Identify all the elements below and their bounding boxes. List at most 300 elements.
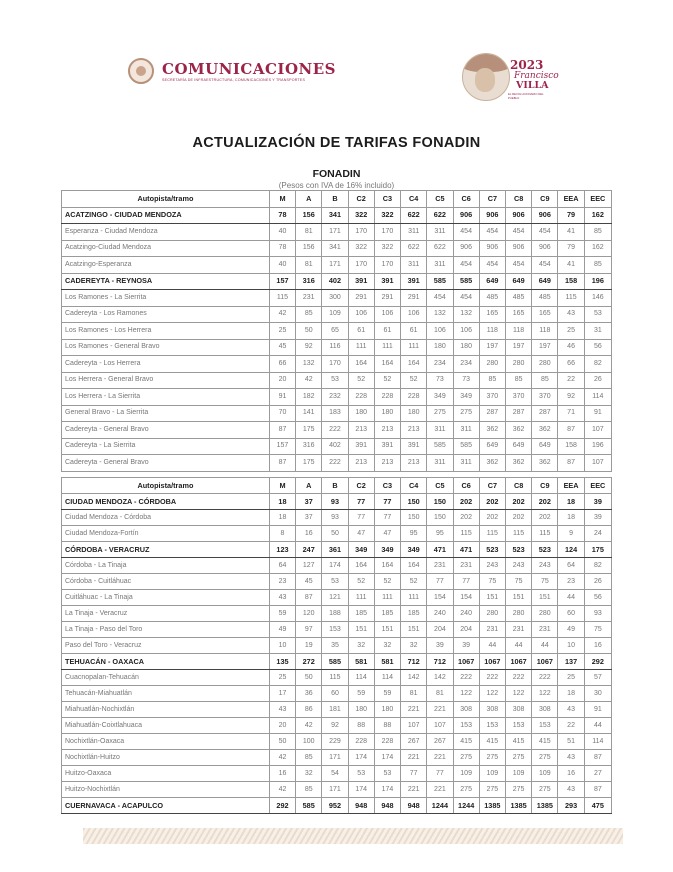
tariff-cell: 106 — [401, 306, 427, 323]
tariff-cell: 42 — [269, 782, 295, 798]
tariff-cell: 287 — [479, 405, 505, 422]
tariff-cell: 26 — [584, 574, 611, 590]
tariff-cell: 45 — [296, 574, 322, 590]
national-seal-icon — [128, 58, 154, 84]
tariff-cell: 111 — [348, 339, 374, 356]
tariff-cell: 85 — [296, 782, 322, 798]
tariff-cell: 78 — [269, 240, 295, 257]
tariff-cell: 185 — [401, 606, 427, 622]
tariff-cell: 906 — [453, 207, 479, 224]
tariff-cell: 164 — [401, 356, 427, 373]
tariff-cell: 91 — [269, 389, 295, 406]
tariff-cell: 221 — [427, 782, 453, 798]
tariff-cell: 171 — [322, 782, 348, 798]
tariff-cell: 87 — [584, 782, 611, 798]
tariff-cell: 221 — [401, 702, 427, 718]
tariff-cell: 85 — [532, 372, 558, 389]
tariff-cell: 106 — [453, 323, 479, 340]
tariff-cell: 56 — [584, 590, 611, 606]
table-header-row — [62, 191, 612, 208]
tariff-cell: 153 — [505, 718, 531, 734]
tariff-cell: 649 — [479, 438, 505, 455]
tariff-cell: 52 — [348, 574, 374, 590]
tariff-cell: 322 — [348, 240, 374, 257]
tariff-cell: 585 — [322, 654, 348, 670]
tariff-cell: 180 — [453, 339, 479, 356]
tariff-cell: 316 — [296, 273, 322, 290]
tariff-cell: 25 — [558, 670, 584, 686]
route-name-cell: Huitzo-Oaxaca — [62, 766, 270, 782]
tariff-cell: 40 — [269, 257, 295, 274]
route-name-cell: General Bravo - La Sierrita — [62, 405, 270, 422]
route-name-cell: Los Herrera - La Sierrita — [62, 389, 270, 406]
tariff-cell: 231 — [479, 622, 505, 638]
tariff-cell: 118 — [532, 323, 558, 340]
tariff-cell: 906 — [479, 240, 505, 257]
tariff-cell: 115 — [505, 526, 531, 542]
tariff-cell: 124 — [558, 542, 584, 558]
tariff-cell: 454 — [427, 290, 453, 307]
tariff-cell: 85 — [296, 750, 322, 766]
tariff-cell: 109 — [505, 766, 531, 782]
tariff-cell: 91 — [584, 702, 611, 718]
tariff-cell: 92 — [322, 718, 348, 734]
tariff-cell: 47 — [348, 526, 374, 542]
tariff-cell: 10 — [558, 638, 584, 654]
tariff-cell: 287 — [505, 405, 531, 422]
tariff-cell: 77 — [374, 510, 400, 526]
tariff-cell: 46 — [558, 339, 584, 356]
column-header: C6 — [453, 191, 479, 208]
tariff-cell: 107 — [584, 422, 611, 439]
tariff-cell: 349 — [427, 389, 453, 406]
tariff-cell: 165 — [532, 306, 558, 323]
tariff-cell: 23 — [558, 574, 584, 590]
tariff-cell: 10 — [269, 638, 295, 654]
tariff-cell: 454 — [532, 257, 558, 274]
column-header: M — [269, 191, 295, 208]
tariff-cell: 70 — [269, 405, 295, 422]
tariff-cell: 952 — [322, 798, 348, 814]
tariff-cell: 85 — [296, 306, 322, 323]
table-row — [62, 389, 612, 406]
tariff-cell: 232 — [322, 389, 348, 406]
table-row — [62, 670, 612, 686]
logo-title: COMUNICACIONES — [162, 59, 336, 78]
tariff-cell: 42 — [296, 718, 322, 734]
tariff-cell: 150 — [401, 510, 427, 526]
tariff-cell: 197 — [505, 339, 531, 356]
tariff-cell: 622 — [427, 240, 453, 257]
tariff-cell: 213 — [348, 455, 374, 472]
route-name-cell: Paso del Toro - Veracruz — [62, 638, 270, 654]
tariff-cell: 222 — [322, 422, 348, 439]
tariff-cell: 180 — [374, 702, 400, 718]
tariff-cell: 59 — [269, 606, 295, 622]
tariff-cell: 26 — [584, 372, 611, 389]
route-name-cell: Córdoba - La Tinaja — [62, 558, 270, 574]
tariff-table-2 — [61, 477, 612, 814]
tariff-cell: 71 — [558, 405, 584, 422]
table-row — [62, 224, 612, 241]
tariff-cell: 156 — [296, 240, 322, 257]
tariff-cell: 77 — [401, 766, 427, 782]
tariff-cell: 42 — [269, 306, 295, 323]
tariff-cell: 24 — [584, 526, 611, 542]
tariff-cell: 202 — [505, 510, 531, 526]
tariff-cell: 202 — [453, 494, 479, 510]
tariff-cell: 370 — [505, 389, 531, 406]
tariff-cell: 114 — [374, 670, 400, 686]
tariff-cell: 175 — [584, 542, 611, 558]
tariff-cell: 93 — [584, 606, 611, 622]
tariff-cell: 121 — [322, 590, 348, 606]
route-name-cell: Nochixtlán-Oaxaca — [62, 734, 270, 750]
tariff-cell: 362 — [505, 455, 531, 472]
highway-total-row — [62, 494, 612, 510]
tariff-cell: 308 — [505, 702, 531, 718]
tariff-cell: 228 — [374, 734, 400, 750]
tariff-cell: 77 — [348, 510, 374, 526]
tariff-cell: 30 — [584, 686, 611, 702]
tariff-cell: 142 — [427, 670, 453, 686]
tariff-cell: 234 — [427, 356, 453, 373]
tariff-cell: 174 — [348, 750, 374, 766]
tariff-cell: 485 — [479, 290, 505, 307]
tariff-cell: 180 — [348, 702, 374, 718]
tariff-cell: 391 — [401, 438, 427, 455]
tariff-cell: 906 — [505, 240, 531, 257]
tariff-cell: 150 — [401, 494, 427, 510]
tariff-cell: 170 — [374, 224, 400, 241]
tariff-cell: 65 — [322, 323, 348, 340]
tariff-cell: 19 — [296, 638, 322, 654]
tariff-cell: 308 — [453, 702, 479, 718]
tariff-cell: 44 — [479, 638, 505, 654]
tariff-cell: 229 — [322, 734, 348, 750]
route-name-cell: Cadereyta - Los Ramones — [62, 306, 270, 323]
tariff-cell: 906 — [532, 207, 558, 224]
tariff-cell: 18 — [558, 494, 584, 510]
tariff-cell: 64 — [269, 558, 295, 574]
column-header: C8 — [505, 478, 531, 494]
tariff-cell: 454 — [453, 290, 479, 307]
column-header: C8 — [505, 191, 531, 208]
tariff-cell: 142 — [401, 670, 427, 686]
route-name-cell: Cadereyta - General Bravo — [62, 455, 270, 472]
tariff-cell: 164 — [348, 356, 374, 373]
table-row — [62, 290, 612, 307]
tariff-cell: 66 — [558, 356, 584, 373]
tariff-cell: 267 — [427, 734, 453, 750]
route-name-cell: Acatzingo-Esperanza — [62, 257, 270, 274]
tariff-cell: 311 — [427, 224, 453, 241]
highway-total-row — [62, 273, 612, 290]
route-name-cell: Cadereyta - Los Herrera — [62, 356, 270, 373]
tariff-cell: 158 — [558, 438, 584, 455]
tariff-cell: 60 — [322, 686, 348, 702]
tariff-cell: 52 — [401, 574, 427, 590]
column-header: C2 — [348, 478, 374, 494]
tariff-cell: 454 — [479, 257, 505, 274]
tariff-cell: 43 — [558, 782, 584, 798]
tariff-cell: 280 — [479, 606, 505, 622]
tariff-cell: 291 — [348, 290, 374, 307]
tariff-cell: 9 — [558, 526, 584, 542]
tariff-cell: 171 — [322, 750, 348, 766]
tariff-cell: 906 — [479, 207, 505, 224]
tariff-cell: 231 — [505, 622, 531, 638]
column-header: M — [269, 478, 295, 494]
route-name-cell: Córdoba - Cuitláhuac — [62, 574, 270, 590]
tariff-cell: 349 — [453, 389, 479, 406]
tariff-cell: 39 — [427, 638, 453, 654]
tariff-cell: 61 — [348, 323, 374, 340]
table-row — [62, 686, 612, 702]
tariff-cell: 95 — [427, 526, 453, 542]
table-row — [62, 372, 612, 389]
tariff-cell: 92 — [558, 389, 584, 406]
tariff-cell: 523 — [505, 542, 531, 558]
tariff-cell: 153 — [322, 622, 348, 638]
tariff-cell: 243 — [479, 558, 505, 574]
tariff-cell: 42 — [296, 372, 322, 389]
tariff-cell: 32 — [348, 638, 374, 654]
table-row — [62, 339, 612, 356]
tariff-cell: 287 — [532, 405, 558, 422]
tariff-cell: 59 — [374, 686, 400, 702]
route-name-cell: Cadereyta - La Sierrita — [62, 438, 270, 455]
column-header: Autopista/tramo — [62, 191, 270, 208]
tariff-cell: 906 — [532, 240, 558, 257]
tariff-cell: 109 — [322, 306, 348, 323]
tariff-cell: 43 — [269, 590, 295, 606]
tariff-cell: 188 — [322, 606, 348, 622]
tariff-cell: 171 — [322, 257, 348, 274]
route-name-cell: Acatzingo-Ciudad Mendoza — [62, 240, 270, 257]
route-name-cell: Tehuacán-Miahuatlán — [62, 686, 270, 702]
column-header: EEC — [584, 478, 611, 494]
column-header: C5 — [427, 478, 453, 494]
tariff-cell: 79 — [558, 240, 584, 257]
tariff-cell: 712 — [427, 654, 453, 670]
table-row — [62, 323, 612, 340]
tariff-cell: 267 — [401, 734, 427, 750]
tariff-cell: 240 — [427, 606, 453, 622]
route-name-cell: ACATZINGO - CIUDAD MENDOZA — [62, 207, 270, 224]
column-header: C3 — [374, 191, 400, 208]
tariff-cell: 292 — [584, 654, 611, 670]
tariff-cell: 234 — [453, 356, 479, 373]
highway-total-row — [62, 654, 612, 670]
tariff-cell: 213 — [348, 422, 374, 439]
tariff-cell: 649 — [479, 273, 505, 290]
tariff-cell: 41 — [558, 257, 584, 274]
tariff-cell: 82 — [584, 356, 611, 373]
tariff-cell: 37 — [296, 510, 322, 526]
tariff-cell: 87 — [558, 455, 584, 472]
tariff-cell: 1244 — [427, 798, 453, 814]
table-row — [62, 766, 612, 782]
table-row — [62, 590, 612, 606]
table-row — [62, 356, 612, 373]
tariff-cell: 712 — [401, 654, 427, 670]
tariff-cell: 151 — [348, 622, 374, 638]
route-name-cell: Cuitláhuac - La Tinaja — [62, 590, 270, 606]
tariff-cell: 202 — [532, 510, 558, 526]
tariff-cell: 275 — [453, 782, 479, 798]
table-row — [62, 240, 612, 257]
table-row — [62, 257, 612, 274]
tariff-cell: 300 — [322, 290, 348, 307]
column-header: C4 — [401, 478, 427, 494]
tariff-cell: 151 — [401, 622, 427, 638]
tariff-cell: 50 — [296, 670, 322, 686]
tariff-cell: 391 — [374, 273, 400, 290]
table-row — [62, 422, 612, 439]
tariff-cell: 170 — [322, 356, 348, 373]
tariff-cell: 115 — [532, 526, 558, 542]
tariff-cell: 649 — [532, 438, 558, 455]
tariff-cell: 47 — [374, 526, 400, 542]
column-header: EEA — [558, 191, 584, 208]
tariff-cell: 82 — [584, 558, 611, 574]
tariff-cell: 154 — [427, 590, 453, 606]
tariff-cell: 16 — [584, 638, 611, 654]
tariff-cell: 213 — [374, 422, 400, 439]
tariff-cell: 86 — [296, 702, 322, 718]
tariff-cell: 293 — [558, 798, 584, 814]
tariff-cell: 151 — [505, 590, 531, 606]
tariff-cell: 49 — [269, 622, 295, 638]
tariff-cell: 8 — [269, 526, 295, 542]
tariff-cell: 170 — [348, 224, 374, 241]
tariff-cell: 196 — [584, 273, 611, 290]
tariff-cell: 391 — [348, 273, 374, 290]
tariff-cell: 415 — [505, 734, 531, 750]
tariff-cell: 185 — [348, 606, 374, 622]
tariff-cell: 311 — [453, 455, 479, 472]
tariff-cell: 228 — [348, 734, 374, 750]
tariff-cell: 948 — [374, 798, 400, 814]
table-row — [62, 606, 612, 622]
tariff-cell: 77 — [427, 766, 453, 782]
table-title: FONADIN — [312, 168, 361, 180]
tariff-cell: 42 — [269, 750, 295, 766]
column-header: C6 — [453, 478, 479, 494]
tariff-cell: 77 — [427, 574, 453, 590]
tariff-cell: 151 — [532, 590, 558, 606]
tariff-cell: 18 — [269, 510, 295, 526]
tariff-cell: 87 — [269, 455, 295, 472]
tariff-cell: 622 — [427, 207, 453, 224]
tariff-cell: 35 — [322, 638, 348, 654]
tariff-cell: 247 — [296, 542, 322, 558]
tariff-cell: 109 — [532, 766, 558, 782]
page-title: ACTUALIZACIÓN DE TARIFAS FONADIN — [192, 135, 481, 151]
tariff-cell: 132 — [296, 356, 322, 373]
tariff-cell: 157 — [269, 438, 295, 455]
column-header: C7 — [479, 191, 505, 208]
tariff-cell: 60 — [558, 606, 584, 622]
tariff-cell: 75 — [479, 574, 505, 590]
tariff-cell: 280 — [532, 356, 558, 373]
tariff-cell: 111 — [374, 339, 400, 356]
tariff-cell: 202 — [532, 494, 558, 510]
tariff-cell: 95 — [401, 526, 427, 542]
tariff-cell: 311 — [427, 455, 453, 472]
tariff-cell: 43 — [269, 702, 295, 718]
route-name-cell: Nochixtlán-Huitzo — [62, 750, 270, 766]
tariff-cell: 132 — [427, 306, 453, 323]
tariff-cell: 43 — [558, 306, 584, 323]
tariff-cell: 349 — [374, 542, 400, 558]
tariff-cell: 311 — [427, 257, 453, 274]
tariff-cell: 221 — [427, 750, 453, 766]
tariff-cell: 41 — [558, 224, 584, 241]
tariff-cell: 156 — [296, 207, 322, 224]
tariff-cell: 52 — [374, 372, 400, 389]
tariff-cell: 292 — [269, 798, 295, 814]
tariff-cell: 123 — [269, 542, 295, 558]
tariff-cell: 222 — [479, 670, 505, 686]
tariff-cell: 316 — [296, 438, 322, 455]
tariff-cell: 228 — [348, 389, 374, 406]
column-header: A — [296, 191, 322, 208]
tariff-cell: 75 — [584, 622, 611, 638]
table-row — [62, 405, 612, 422]
tariff-cell: 39 — [584, 510, 611, 526]
tariff-cell: 181 — [322, 702, 348, 718]
tariff-cell: 202 — [479, 510, 505, 526]
tariff-cell: 77 — [348, 494, 374, 510]
tariff-cell: 52 — [374, 574, 400, 590]
tariff-cell: 1067 — [532, 654, 558, 670]
tariff-cell: 81 — [296, 224, 322, 241]
page-header — [0, 0, 673, 110]
tariff-cell: 402 — [322, 273, 348, 290]
tariff-cell: 415 — [532, 734, 558, 750]
tariff-cell: 107 — [584, 455, 611, 472]
column-header: C9 — [532, 191, 558, 208]
tariff-cell: 311 — [427, 422, 453, 439]
tariff-cell: 77 — [453, 574, 479, 590]
tariff-cell: 18 — [269, 494, 295, 510]
table-row — [62, 638, 612, 654]
tariff-cell: 202 — [505, 494, 531, 510]
tariff-cell: 280 — [505, 356, 531, 373]
tariff-cell: 87 — [558, 422, 584, 439]
tariff-cell: 243 — [505, 558, 531, 574]
table-row — [62, 750, 612, 766]
tariff-cell: 906 — [453, 240, 479, 257]
table-row — [62, 718, 612, 734]
route-name-cell: CUERNAVACA - ACAPULCO — [62, 798, 270, 814]
tariff-cell: 1385 — [479, 798, 505, 814]
tariff-cell: 50 — [269, 734, 295, 750]
tariff-cell: 471 — [453, 542, 479, 558]
tariff-cell: 151 — [479, 590, 505, 606]
tariff-cell: 85 — [584, 224, 611, 241]
tariff-cell: 157 — [269, 273, 295, 290]
highway-total-row — [62, 798, 612, 814]
tariff-cell: 51 — [558, 734, 584, 750]
tariff-cell: 280 — [505, 606, 531, 622]
tariff-cell: 116 — [322, 339, 348, 356]
tariff-cell: 39 — [453, 638, 479, 654]
tariff-cell: 43 — [558, 750, 584, 766]
route-name-cell: Los Ramones - General Bravo — [62, 339, 270, 356]
